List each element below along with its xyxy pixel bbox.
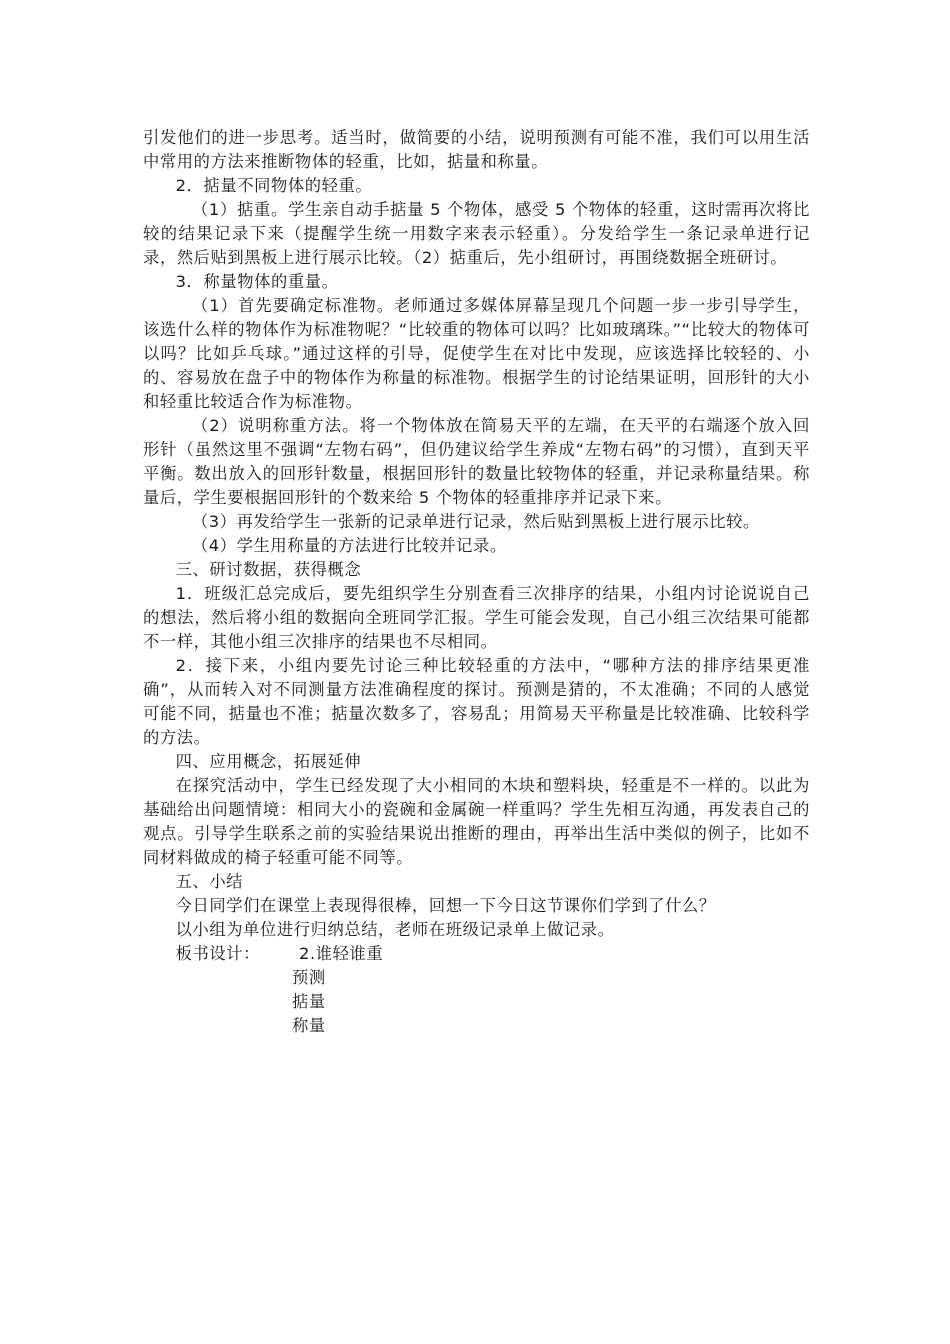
- board-design-label: 板书设计：: [175, 944, 261, 963]
- paragraph: 2．接下来，小组内要先讨论三种比较轻重的方法中，“哪种方法的排序结果更准确”，从而转入对不同测量方法准确程度的探讨。预测是猜的，不太准确；不同的人感觉可能不同，掂量也不准；掂量次数多了，容易乱；用简易天平称量是比较准确、比较科学的方法。: [143, 656, 810, 747]
- paragraph: 1．班级汇总完成后，要先组织学生分别查看三次排序的结果，小组内讨论说说自己的想法，然后将小组的数据向全班同学汇报。学生可能会发现，自己小组三次结果可能都不一样，其他小组三次排序的结果也不尽相同。: [143, 584, 810, 651]
- paragraph: （4）学生用称量的方法进行比较并记录。: [191, 536, 507, 555]
- paragraph: （3）再发给学生一张新的记录单进行记录，然后贴到黑板上进行展示比较。: [191, 512, 760, 531]
- document-body: [143, 126, 810, 1038]
- paragraph: （1）掂重。学生亲自动手掂量 5 个物体，感受 5 个物体的轻重，这时需再次将比较的结果记录下来（提醒学生统一用数字来表示轻重）。分发给学生一条记录单进行记录，然后贴到黑板上进行展示比较。（2）掂重后，先小组研讨，再围绕数据全班研讨。: [143, 200, 810, 267]
- paragraph: 在探究活动中，学生已经发现了大小相同的木块和塑料块，轻重是不一样的。以此为基础给出问题情境：相同大小的瓷碗和金属碗一样重吗？学生先相互沟通，再发表自己的观点。引导学生联系之前的实验结果说出推断的理由，再举出生活中类似的例子，比如不同材料做成的椅子轻重可能不同等。: [143, 776, 810, 867]
- board-design-item: 称量: [292, 1016, 326, 1035]
- section-heading: 三、研讨数据，获得概念: [175, 560, 362, 579]
- board-design-item: 掂量: [292, 992, 326, 1011]
- board-design: [143, 942, 810, 1038]
- paragraph: 今日同学们在课堂上表现得很棒，回想一下今日这节课你们学到了什么？: [175, 896, 716, 915]
- board-design-title: 2.谁轻谁重: [299, 944, 384, 963]
- paragraph: 以小组为单位进行归纳总结，老师在班级记录单上做记录。: [175, 920, 615, 939]
- section-subheading: 2．掂量不同物体的轻重。: [175, 176, 373, 195]
- section-subheading: 3．称量物体的重量。: [175, 272, 339, 291]
- section-heading: 四、应用概念，拓展延伸: [175, 752, 362, 771]
- paragraph: 引发他们的进一步思考。适当时，做简要的小结，说明预测有可能不准，我们可以用生活中常用的方法来推断物体的轻重，比如，掂量和称量。: [143, 128, 810, 171]
- section-heading: 五、小结: [175, 872, 244, 891]
- paragraph: （1）首先要确定标准物。老师通过多媒体屏幕呈现几个问题一步一步引导学生，该选什么样的物体作为标准物呢？“比较重的物体可以吗？比如玻璃珠。”“比较大的物体可以吗？比如乒乓球。”通过这样的引导，促使学生在对比中发现，应该选择比较轻的、小的、容易放在盘子中的物体作为称量的标准物。根据学生的讨论结果证明，回形针的大小和轻重比较适合作为标准物。: [143, 296, 810, 411]
- paragraph: （2）说明称重方法。将一个物体放在简易天平的左端，在天平的右端逐个放入回形针（虽然这里不强调“左物右码”，但仍建议给学生养成“左物右码”的习惯），直到天平平衡。数出放入的回形针数量，根据回形针的数量比较物体的轻重，并记录称量结果。称量后，学生要根据回形针的个数来给 5 个物体的轻重排序并记录下来。: [143, 416, 810, 507]
- board-design-header: [143, 942, 810, 966]
- board-design-item: 预测: [292, 968, 326, 987]
